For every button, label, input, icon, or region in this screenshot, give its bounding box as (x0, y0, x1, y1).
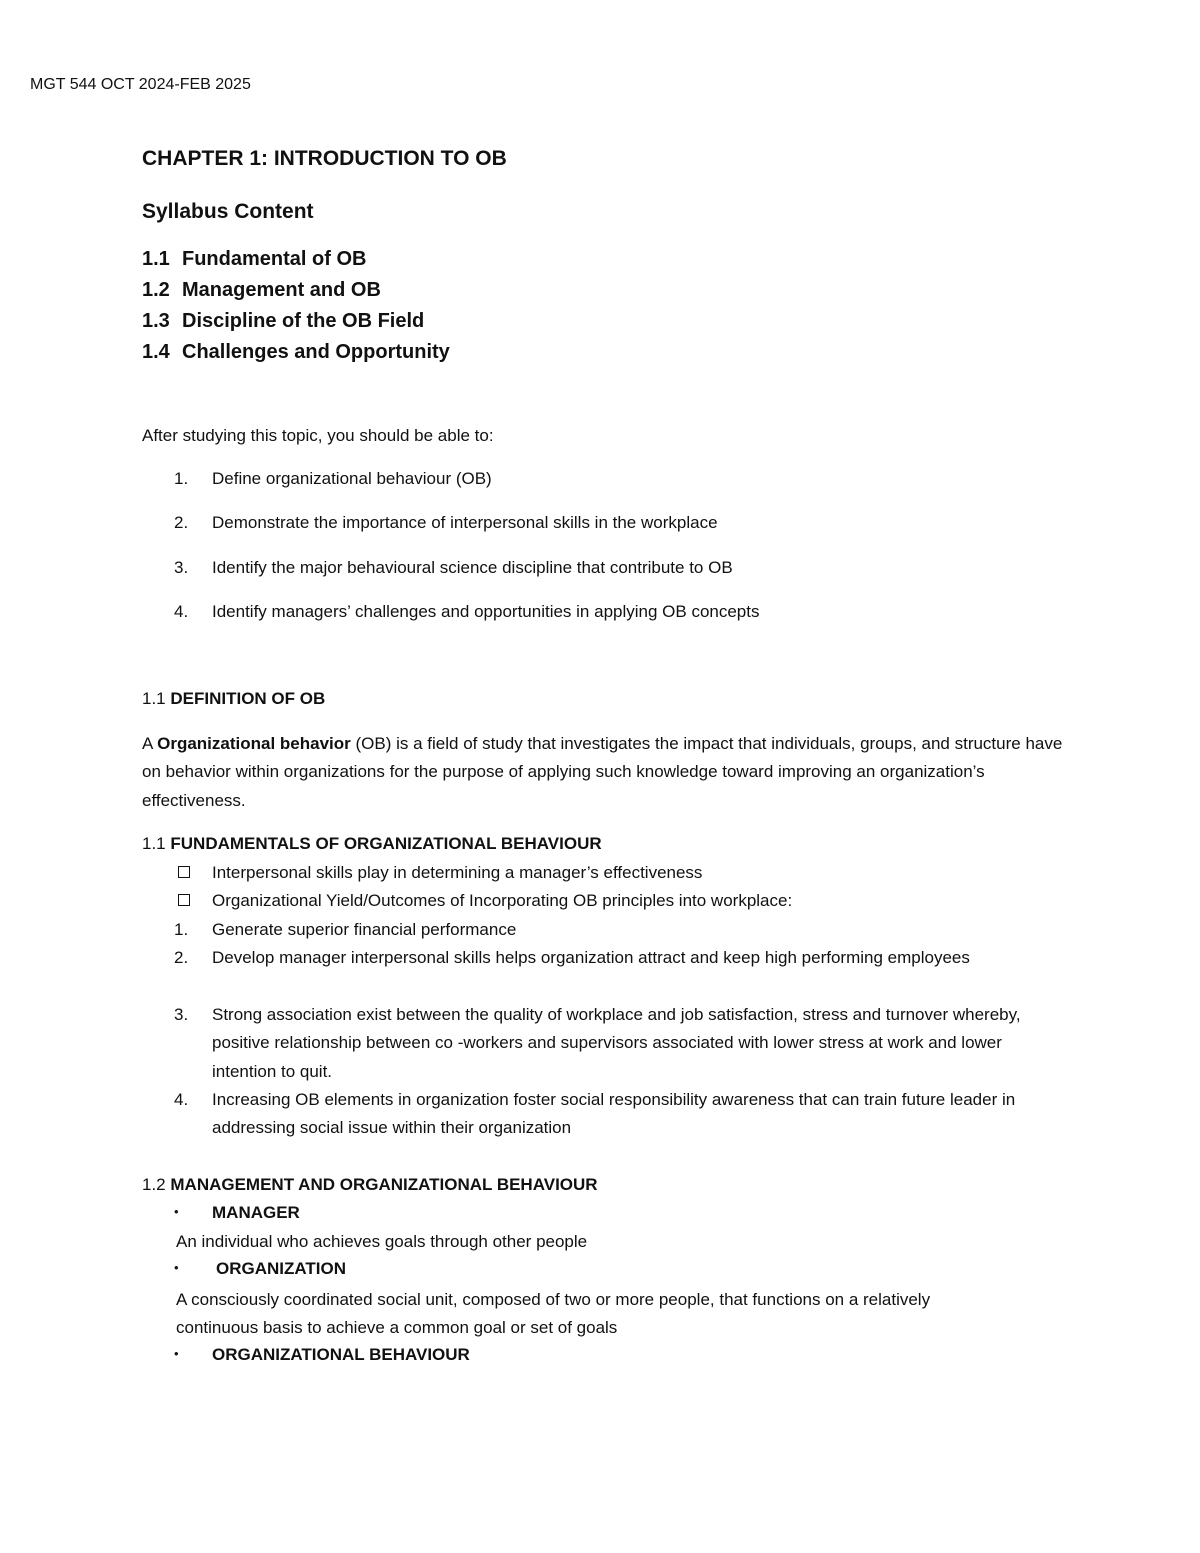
section-title: DEFINITION OF OB (170, 689, 326, 708)
definition-text: (OB) is a field of study that investigates the impact that individuals, groups, and structure have on behavior within organizations for the purpose of applying such knowledge toward improving an organization’s effectiveness. (142, 734, 1063, 810)
bullet-icon: • (174, 1260, 179, 1275)
term-bullet-item (174, 1203, 300, 1223)
objective-item (174, 513, 718, 533)
page-header: MGT 544 OCT 2024-FEB 2025 (30, 76, 251, 93)
term-label: ORGANIZATIONAL BEHAVIOUR (212, 1345, 470, 1364)
bullet-icon: • (174, 1346, 179, 1361)
syllabus-item-number: 1.2 (142, 279, 170, 301)
term-bullet-item (174, 1259, 346, 1279)
term-definition: A consciously coordinated social unit, composed of two or more people, that functions on a relatively continuous basis to achieve a common goal or set of goals (176, 1290, 931, 1338)
section-number: 1.1 (142, 834, 166, 853)
syllabus-item (142, 248, 366, 271)
objective-text: Identify the major behavioural science discipline that contribute to OB (212, 558, 733, 577)
term-label: MANAGER (212, 1203, 300, 1222)
syllabus-item (142, 279, 381, 302)
syllabus-heading: Syllabus Content (142, 200, 314, 223)
checkbox-item (174, 859, 1054, 887)
list-number: 1. (174, 920, 189, 939)
fundamentals-list-item (174, 1086, 1024, 1143)
objective-number: 2. (174, 513, 189, 532)
objective-item (174, 558, 733, 578)
checkbox-item (174, 887, 1054, 915)
term-definition: An individual who achieves goals through other people (176, 1232, 588, 1251)
syllabus-item-label: Fundamental of OB (182, 248, 367, 270)
list-text: Increasing OB elements in organization foster social responsibility awareness that can train future leader in addressing social issue within their organization (212, 1090, 1016, 1138)
definition-heading (142, 689, 325, 709)
section-number: 1.2 (142, 1175, 166, 1194)
fundamentals-list-item (174, 916, 1054, 944)
syllabus-item-label: Discipline of the OB Field (182, 310, 425, 332)
objective-number: 4. (174, 602, 189, 621)
objective-item (174, 469, 492, 489)
objectives-intro: After studying this topic, you should be able to: (142, 426, 494, 445)
list-text: Generate superior financial performance (212, 920, 517, 939)
checkbox-square-icon (178, 894, 190, 906)
syllabus-item-number: 1.1 (142, 248, 170, 270)
definition-paragraph (142, 730, 1072, 815)
list-number: 3. (174, 1005, 189, 1024)
section-title: FUNDAMENTALS OF ORGANIZATIONAL BEHAVIOUR (170, 834, 602, 853)
bullet-icon: • (174, 1204, 179, 1219)
checkbox-item-text: Interpersonal skills play in determining a manager’s effectiveness (212, 863, 703, 882)
fundamentals-list-item (174, 1001, 1044, 1086)
objective-text: Define organizational behaviour (OB) (212, 469, 492, 488)
syllabus-item-label: Management and OB (182, 279, 381, 301)
list-text: Strong association exist between the quality of workplace and job satisfaction, stress and turnover whereby, positive relationship between co -workers and supervisors associated with lower stress at work and lower intention to quit. (212, 1005, 1021, 1081)
list-text: Develop manager interpersonal skills helps organization attract and keep high performing employees (212, 948, 970, 967)
syllabus-item (142, 341, 450, 364)
syllabus-item-number: 1.3 (142, 310, 170, 332)
fundamentals-list-item (174, 944, 1014, 972)
section-title: MANAGEMENT AND ORGANIZATIONAL BEHAVIOUR (170, 1175, 598, 1194)
list-number: 2. (174, 948, 189, 967)
term-label: ORGANIZATION (216, 1259, 347, 1278)
definition-lead: A (142, 734, 158, 753)
objective-text: Demonstrate the importance of interpersonal skills in the workplace (212, 513, 718, 532)
definition-term: Organizational behavior (157, 734, 351, 753)
syllabus-item-label: Challenges and Opportunity (182, 341, 450, 363)
list-number: 4. (174, 1090, 189, 1109)
checkbox-item-text: Organizational Yield/Outcomes of Incorporating OB principles into workplace: (212, 891, 793, 910)
term-bullet-item (174, 1345, 470, 1365)
syllabus-item (142, 310, 424, 333)
checkbox-square-icon (178, 866, 190, 878)
objective-number: 1. (174, 469, 189, 488)
chapter-title: CHAPTER 1: INTRODUCTION TO OB (142, 147, 507, 170)
objective-text: Identify managers’ challenges and opportunities in applying OB concepts (212, 602, 760, 621)
syllabus-item-number: 1.4 (142, 341, 170, 363)
management-heading (142, 1175, 598, 1195)
fundamentals-heading (142, 834, 602, 854)
objective-number: 3. (174, 558, 189, 577)
section-number: 1.1 (142, 689, 166, 708)
objective-item (174, 602, 760, 622)
